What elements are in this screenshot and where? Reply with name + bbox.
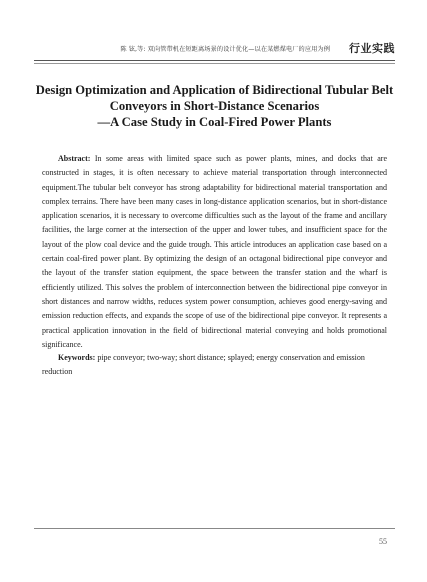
running-title: 陈 铉,等: 双向管带机在短距离场景的设计优化—以在某燃煤电厂的应用为例 [120,46,330,53]
header-rule-thin [34,63,395,64]
title-line-1: Design Optimization and Application of Bidirectional Tubular Belt [35,83,394,97]
keywords-text: pipe conveyor; two-way; short distance; splayed; energy conservation and emission reduction [42,353,365,377]
keywords-label: Keywords: [58,353,96,362]
page-header [0,0,427,66]
abstract-text: In some areas with limited space such as power plants, mines, and docks that are constructed in stages, it is often necessary to achieve material transportation through interconnected equipment.The tubular belt conveyor has strong adaptability for bidirectional material transportation and complex terrains. There have been many cases in long-distance application scenarios, but in short-distance application scenarios, it is necessary to overcome difficulties such as the layout of the frame and ancillary facilities, the large corner at the intersection of the upper and lower tubes, and insufficient space for the layout of the plow coal device and the guide trough. This article introduces an application case based on a certain coal-fired power plant. By optimizing the design of an octagonal bidirectional pipe conveyor and the layout of the transfer station equipment, the space between the transfer station and the wharf is efficiently utilized. This solves the problem of interconnection between the bidirectional pipe conveyor in short distances and narrow widths, reduces system power consumption, achieves good energy-saving and emission reduction effects, and expands the scope of use of the bidirectional pipe conveyor. It represents a practical application innovation in the field of bidirectional material conveying and holds promotional significance. [42,154,388,349]
title-line-3: —A Case Study in Coal-Fired Power Plants [97,115,332,129]
paper-title [34,82,395,130]
page-number: 55 [379,537,387,546]
abstract [42,152,387,352]
title-line-2: Conveyors in Short-Distance Scenarios [109,99,320,113]
keywords [42,351,387,380]
header-rule [34,60,395,61]
section-label: 行业实践 [349,42,395,55]
footer-rule [34,528,395,529]
abstract-label: Abstract: [58,154,91,163]
